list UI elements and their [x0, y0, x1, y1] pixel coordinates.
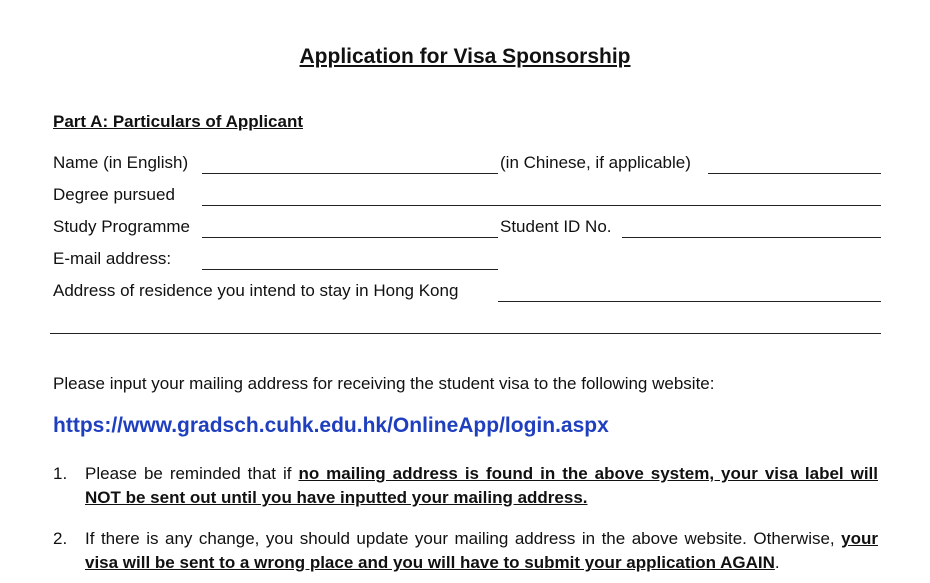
- address-field-line-2[interactable]: [50, 333, 881, 334]
- programme-label: Study Programme: [53, 217, 190, 236]
- student-id-field[interactable]: [622, 237, 881, 238]
- mailing-instruction: Please input your mailing address for receiving the student visa to the following website:: [53, 374, 715, 393]
- page-title: Application for Visa Sponsorship: [299, 45, 631, 68]
- note-1-plain: Please be reminded that if: [85, 464, 299, 483]
- note-2-end: .: [774, 553, 780, 572]
- name-english-field[interactable]: [202, 173, 498, 174]
- name-chinese-field[interactable]: [708, 173, 881, 174]
- degree-field[interactable]: [202, 205, 881, 206]
- note-1-bold: no mailing address is found in the above system, your visa label will NOT be sent out until you have inputted your mailing address.: [85, 464, 879, 507]
- note-1: [85, 462, 878, 510]
- part-a-heading: Part A: Particulars of Applicant: [53, 112, 304, 131]
- programme-field[interactable]: [202, 237, 498, 238]
- name-english-label: Name (in English): [53, 153, 189, 172]
- degree-label: Degree pursued: [53, 185, 175, 204]
- email-field[interactable]: [202, 269, 498, 270]
- note-1-number: 1.: [53, 464, 68, 483]
- email-label: E-mail address:: [53, 249, 172, 268]
- note-2-plain: If there is any change, you should update your mailing address in the above website. Otherwise,: [85, 529, 842, 548]
- online-app-link[interactable]: https://www.gradsch.cuhk.edu.hk/OnlineApp/login.aspx: [53, 414, 609, 437]
- address-field-line-1[interactable]: [498, 301, 881, 302]
- note-2: [85, 527, 878, 575]
- note-2-bold: your visa will be sent to a wrong place and you will have to submit your application AGAIN: [85, 529, 878, 572]
- address-label: Address of residence you intend to stay in Hong Kong: [53, 281, 459, 300]
- name-chinese-label: (in Chinese, if applicable): [500, 153, 691, 172]
- student-id-label: Student ID No.: [500, 217, 612, 236]
- note-2-number: 2.: [53, 529, 68, 548]
